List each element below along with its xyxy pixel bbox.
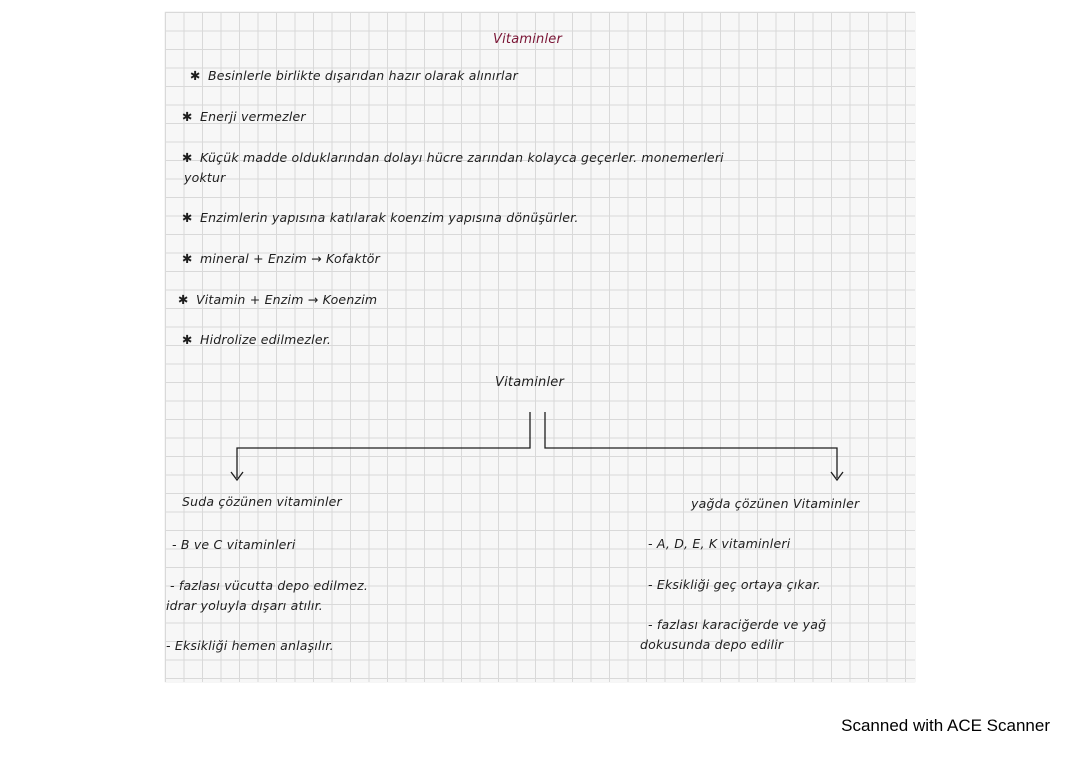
star-bullet-icon: ✱ [178,292,189,307]
left-line-2: - fazlası vücutta depo edilmez. [170,578,369,593]
star-bullet-icon: ✱ [182,251,193,266]
star-bullet-icon: ✱ [182,332,193,347]
page-title: Vitaminler [493,32,563,47]
star-bullet-icon: ✱ [190,68,201,83]
fact-text: Enzimlerin yapısına katılarak koenzim yapısına dönüşürler. [200,210,579,225]
left-line-4: - Eksikliği hemen anlaşılır. [166,638,334,653]
right-line-2: - Eksikliği geç ortaya çıkar. [648,577,822,592]
right-line-4: dokusunda depo edilir [640,637,784,652]
fact-continuation: yoktur [184,170,226,185]
fact-text: Vitamin + Enzim → Koenzim [196,292,378,307]
right-line-3: - fazlası karaciğerde ve yağ [648,617,827,632]
scanner-watermark: Scanned with ACE Scanner [841,716,1050,735]
fact-text: Enerji vermezler [200,109,306,124]
right-branch-line [545,412,837,478]
right-line-1: - A, D, E, K vitaminleri [648,536,791,551]
star-bullet-icon: ✱ [182,210,193,225]
left-line-3: idrar yoluyla dışarı atılır. [166,598,323,613]
fact-text: Küçük madde olduklarından dolayı hücre zarından kolayca geçerler. monemerleri [200,150,724,165]
left-branch-line [237,412,530,478]
fact-text: Besinlerle birlikte dışarıdan hazır olarak alınırlar [208,68,518,83]
fact-text: mineral + Enzim → Kofaktör [200,251,380,266]
left-column-heading: Suda çözünen vitaminler [182,494,342,509]
star-bullet-icon: ✱ [182,150,193,165]
right-column-heading: yağda çözünen Vitaminler [691,496,860,511]
left-line-1: - B ve C vitaminleri [172,537,296,552]
diagram-root-label: Vitaminler [495,375,565,390]
star-bullet-icon: ✱ [182,109,193,124]
fact-text: Hidrolize edilmezler. [200,332,332,347]
